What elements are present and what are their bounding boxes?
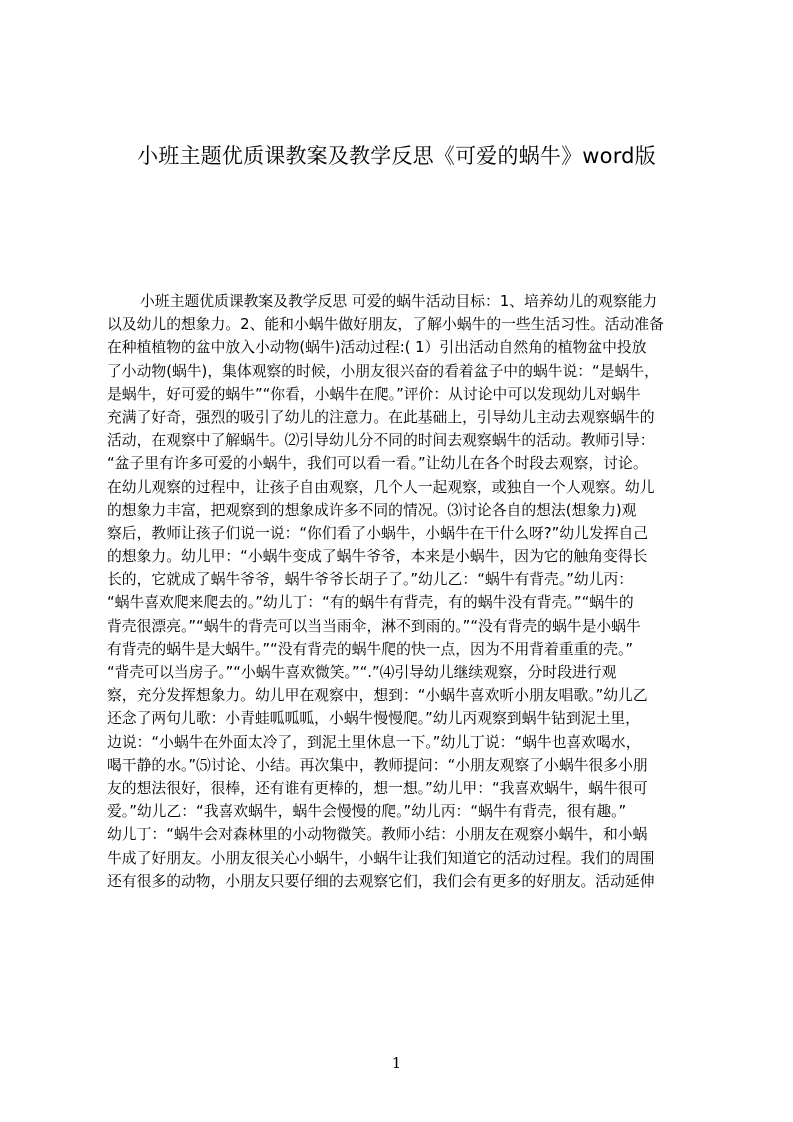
body-line: 还念了两句儿歌：小青蛙呱呱呱，小蜗牛慢慢爬。”幼儿丙观察到蜗牛钻到泥土里， bbox=[107, 710, 640, 728]
body-line: 了小动物(蜗牛)，集体观察的时候，小朋友很兴奋的看着盆子中的蜗牛说：“是蜗牛， bbox=[107, 362, 659, 380]
body-line: 察后，教师让孩子们说一说：“你们看了小蜗牛，小蜗牛在干什么呀?”幼儿发挥自己 bbox=[107, 524, 649, 542]
body-line: 在种植植物的盆中放入小动物(蜗牛)活动过程:( 1）引出活动自然角的植物盆中投放 bbox=[107, 339, 647, 357]
body-line: 背壳很漂亮。”“蜗牛的背壳可以当当雨伞，淋不到雨的。”“没有背壳的蜗牛是小蜗牛 bbox=[107, 617, 641, 635]
body-line: 以及幼儿的想象力。2、能和小蜗牛做好朋友，了解小蜗牛的一些生活习性。活动准备 bbox=[107, 316, 664, 334]
body-line: 在幼儿观察的过程中，让孩子自由观察，几个人一起观察，或独自一个人观察。幼儿 bbox=[107, 478, 655, 496]
body-line: 是蜗牛，好可爱的蜗牛”“你看，小蜗牛在爬。”评价：从讨论中可以发现幼儿对蜗牛 bbox=[107, 385, 641, 403]
body-line: 爱。”幼儿乙：“我喜欢蜗牛，蜗牛会慢慢的爬。”幼儿丙：“蜗牛有背壳，很有趣。” bbox=[107, 803, 627, 821]
body-line: 有背壳的蜗牛是大蜗牛。”“没有背壳的蜗牛爬的快一点，因为不用背着重重的壳。” bbox=[107, 640, 634, 658]
body-line: 的想象力丰富，把观察到的想象成许多不同的情况。⑶讨论各自的想法(想象力)观 bbox=[107, 501, 637, 519]
body-line: 活动，在观察中了解蜗牛。⑵引导幼儿分不同的时间去观察蜗牛的活动。教师引导： bbox=[107, 432, 655, 450]
body-line: “蜗牛喜欢爬来爬去的。”幼儿丁：“有的蜗牛有背壳，有的蜗牛没有背壳。”“蜗牛的 bbox=[107, 594, 634, 612]
body-line: 长的，它就成了蜗牛爷爷，蜗牛爷爷长胡子了。”幼儿乙：“蜗牛有背壳。”幼儿丙： bbox=[107, 571, 634, 589]
body-line: 牛成了好朋友。小朋友很关心小蜗牛，小蜗牛让我们知道它的活动过程。我们的周围 bbox=[107, 849, 655, 867]
page-number: 1 bbox=[391, 1054, 402, 1072]
body-line: 幼儿丁：“蜗牛会对森林里的小动物微笑。教师小结：小朋友在观察小蜗牛，和小蜗 bbox=[107, 826, 648, 844]
body-line: 充满了好奇，强烈的吸引了幼儿的注意力。在此基础上，引导幼儿主动去观察蜗牛的 bbox=[107, 408, 655, 426]
body-line: “盆子里有许多可爱的小蜗牛，我们可以看一看。”让幼儿在各个时段去观察，讨论。 bbox=[107, 455, 648, 473]
body-line: 喝干静的水。”⑸讨论、小结。再次集中，教师提问：“小朋友观察了小蜗牛很多小朋 bbox=[107, 756, 648, 774]
body-line: 的想象力。幼儿甲：“小蜗牛变成了蜗牛爷爷，本来是小蜗牛，因为它的触角变得长 bbox=[107, 548, 648, 566]
document-title: 小班主题优质课教案及教学反思《可爱的蜗牛》word版 bbox=[137, 144, 656, 168]
body-line: 边说：“小蜗牛在外面太冷了，到泥土里休息一下。”幼儿丁说：“蜗牛也喜欢喝水， bbox=[107, 733, 641, 751]
document-body bbox=[107, 290, 697, 893]
body-line: “背壳可以当房子。”“小蜗牛喜欢微笑。”“.”⑷引导幼儿继续观察，分时段进行观 bbox=[107, 664, 617, 681]
body-line: 还有很多的动物，小朋友只要仔细的去观察它们，我们会有更多的好朋友。活动延伸 bbox=[107, 872, 655, 890]
body-line: 友的想法很好，很棒，还有谁有更棒的，想一想。”幼儿甲：“我喜欢蜗牛，蜗牛很可 bbox=[107, 779, 648, 797]
body-line: 小班主题优质课教案及教学反思 可爱的蜗牛活动目标：1、培养幼儿的观察能力 bbox=[140, 293, 658, 310]
body-line: 察，充分发挥想象力。幼儿甲在观察中，想到：“小蜗牛喜欢听小朋友唱歌。”幼儿乙 bbox=[107, 687, 648, 705]
